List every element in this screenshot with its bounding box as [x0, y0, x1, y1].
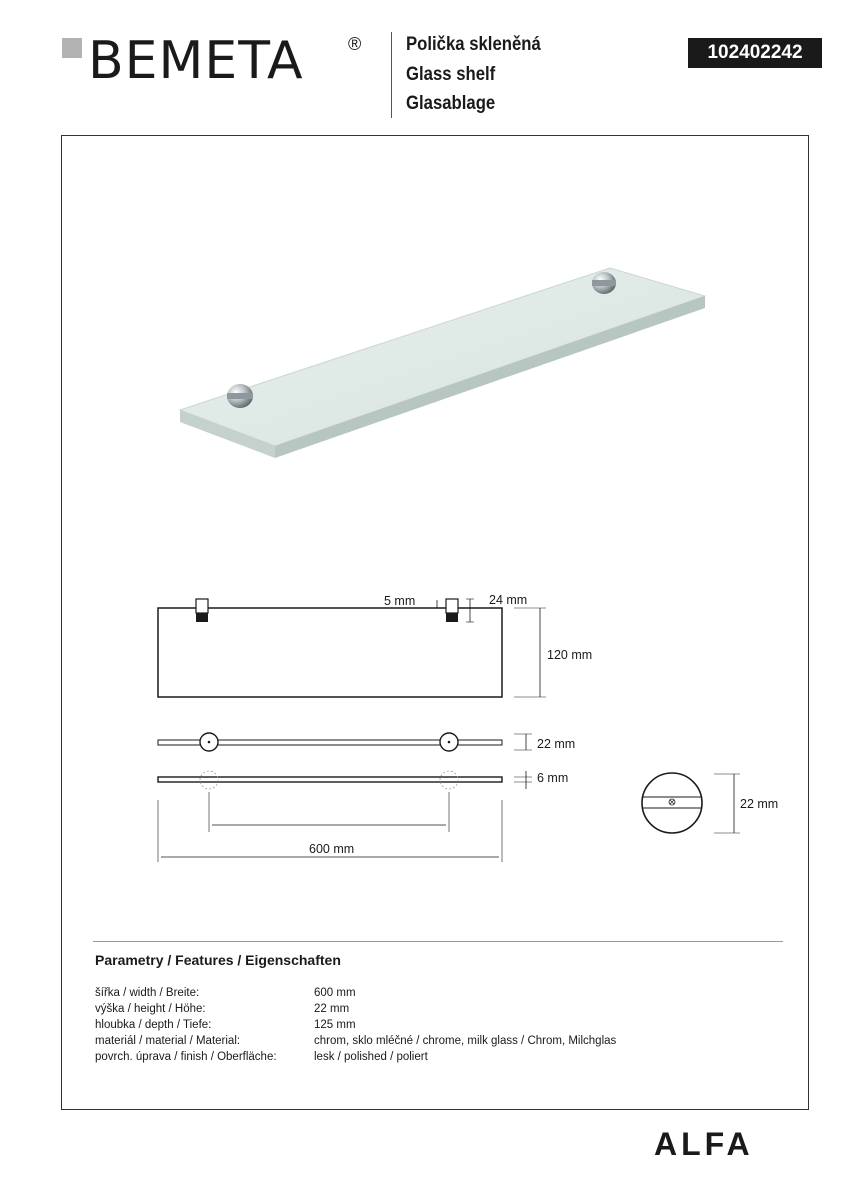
- gap-dimension-label: 5 mm: [384, 594, 416, 608]
- spec-row-height: [95, 1001, 695, 1017]
- spec-label: šířka / width / Breite:: [95, 987, 200, 999]
- spec-label: materiál / material / Material:: [95, 1035, 241, 1047]
- spec-value: lesk / polished / poliert: [314, 1051, 428, 1063]
- registered-mark: ®: [348, 34, 362, 54]
- bracket-dimension-label: 24 mm: [489, 593, 528, 607]
- bracket-right-render: [592, 272, 616, 294]
- spec-row-material: [95, 1033, 695, 1049]
- depth-dimension-label: 120 mm: [547, 648, 593, 662]
- bracket-diameter-label: 22 mm: [740, 797, 779, 811]
- spec-row-finish: [95, 1049, 695, 1065]
- height-dimension-label: 22 mm: [537, 737, 576, 751]
- shelf-glass-top: [180, 268, 705, 446]
- product-name-de: Glasablage: [406, 93, 496, 114]
- product-name-en: Glass shelf: [406, 63, 496, 85]
- spec-value: 22 mm: [314, 1003, 350, 1015]
- spec-label: hloubka / depth / Tiefe:: [95, 1019, 212, 1031]
- spec-row-width: [95, 985, 695, 1001]
- spec-row-depth: [95, 1017, 695, 1033]
- width-dimension-label: 600 mm: [309, 842, 355, 856]
- collection-name: ALFA: [654, 1126, 754, 1162]
- product-code: 102402242: [688, 38, 822, 68]
- features-heading: Parametry / Features / Eigenschaften: [95, 952, 341, 968]
- glass-thickness-label: 6 mm: [537, 771, 569, 785]
- front-view-drawing: [158, 733, 532, 751]
- logo-wordmark: BEMETA: [88, 31, 304, 91]
- features-divider: [93, 941, 783, 942]
- product-name-cz: Polička skleněná: [406, 34, 541, 55]
- spec-value: 600 mm: [314, 987, 356, 999]
- spec-label: výška / height / Höhe:: [95, 1003, 206, 1015]
- top-view-drawing: [158, 599, 546, 697]
- spec-value: chrom, sklo mléčné / chrome, milk glass / Chrom, Milchglas: [314, 1035, 617, 1047]
- bracket-detail-drawing: [642, 773, 740, 833]
- bracket-left-render: [227, 384, 253, 408]
- spec-value: 125 mm: [314, 1019, 356, 1031]
- spec-label: povrch. úprava / finish / Oberfläche:: [95, 1051, 277, 1063]
- shelf-render: [180, 268, 705, 458]
